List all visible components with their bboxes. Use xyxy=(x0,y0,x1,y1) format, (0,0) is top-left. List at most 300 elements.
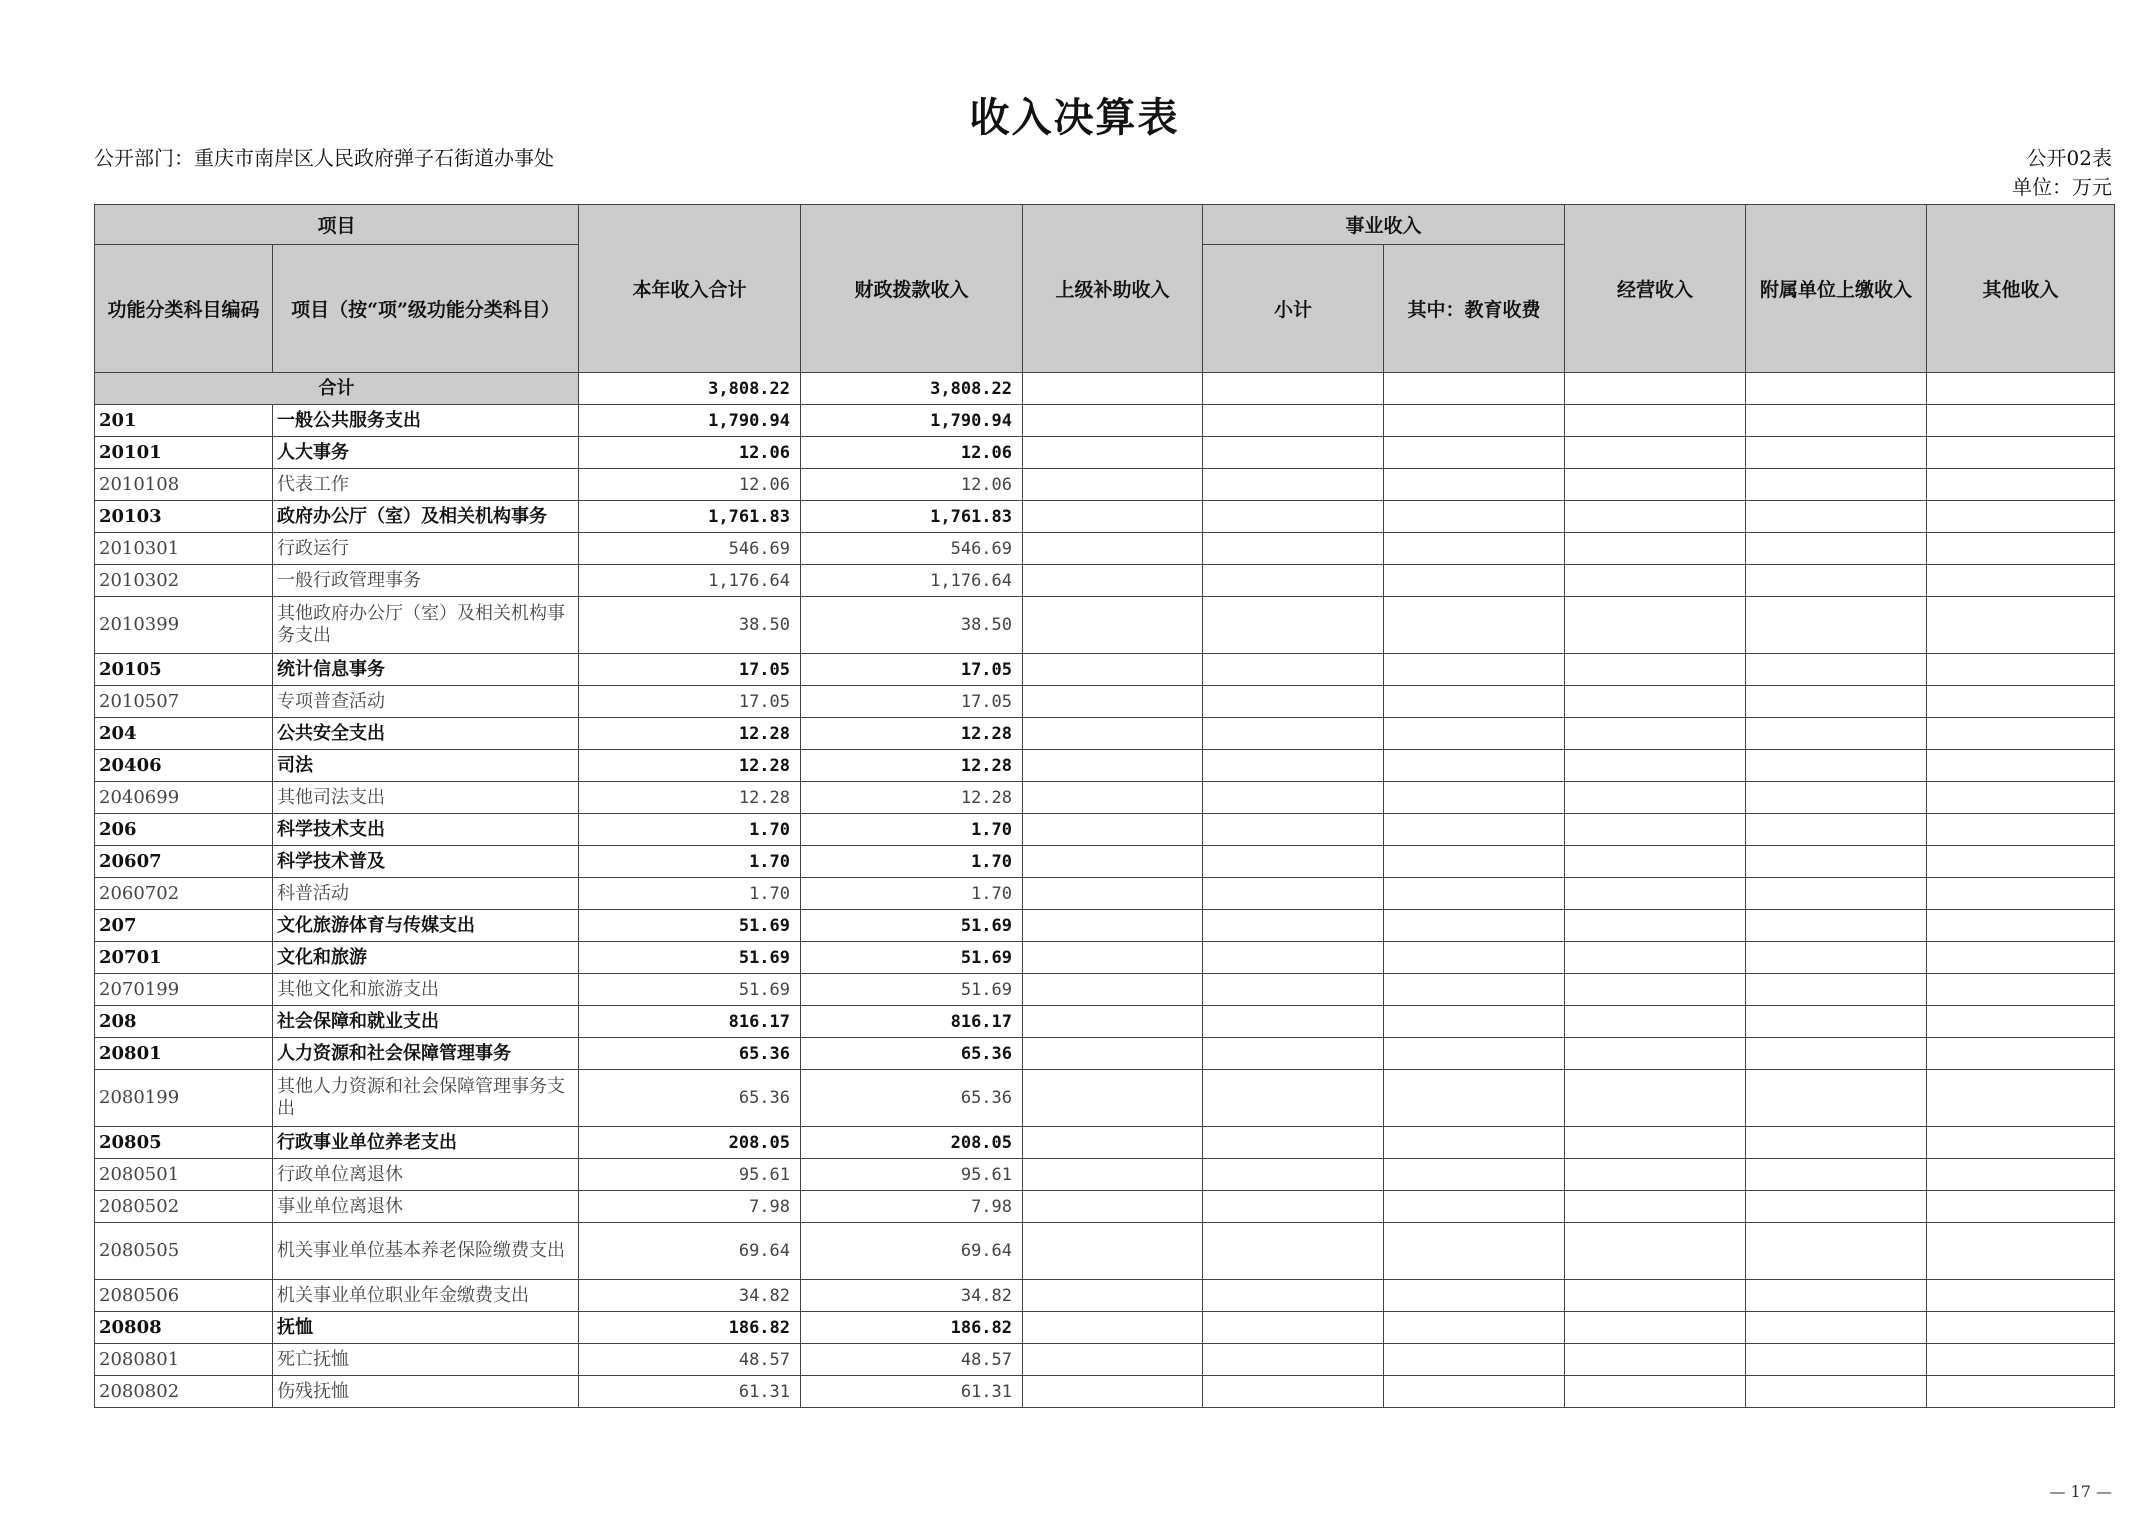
func-code-cell: 2070199 xyxy=(95,974,273,1006)
func-code-cell: 2080505 xyxy=(95,1223,273,1280)
table-row xyxy=(95,846,2115,878)
item-name-cell: 司法 xyxy=(273,750,579,782)
fiscal-income-cell: 61.31 xyxy=(801,1376,1023,1408)
fiscal-income-cell: 1.70 xyxy=(801,814,1023,846)
empty-cell xyxy=(1203,910,1384,942)
empty-cell xyxy=(1384,1070,1565,1127)
empty-cell xyxy=(1203,878,1384,910)
empty-cell xyxy=(1023,1038,1203,1070)
func-code-cell: 20808 xyxy=(95,1312,273,1344)
table-row xyxy=(95,878,2115,910)
empty-cell xyxy=(1384,373,1565,405)
empty-cell xyxy=(1927,718,2115,750)
empty-cell xyxy=(1927,814,2115,846)
empty-cell xyxy=(1746,1006,1927,1038)
empty-cell xyxy=(1384,942,1565,974)
empty-cell xyxy=(1023,910,1203,942)
empty-cell xyxy=(1927,782,2115,814)
table-row xyxy=(95,501,2115,533)
empty-cell xyxy=(1384,814,1565,846)
item-name-cell: 科学技术普及 xyxy=(273,846,579,878)
empty-cell xyxy=(1746,1038,1927,1070)
empty-cell xyxy=(1384,501,1565,533)
empty-cell xyxy=(1384,846,1565,878)
empty-cell xyxy=(1203,974,1384,1006)
item-name-cell: 科学技术支出 xyxy=(273,814,579,846)
header-fiscal: 财政拨款收入 xyxy=(801,205,1023,373)
func-code-cell: 2080802 xyxy=(95,1376,273,1408)
table-row xyxy=(95,1223,2115,1280)
item-name-cell: 统计信息事务 xyxy=(273,654,579,686)
total-income-cell: 34.82 xyxy=(579,1280,801,1312)
empty-cell xyxy=(1746,533,1927,565)
empty-cell xyxy=(1203,1344,1384,1376)
empty-cell xyxy=(1746,1312,1927,1344)
table-row xyxy=(95,1070,2115,1127)
empty-cell xyxy=(1565,974,1746,1006)
empty-cell xyxy=(1927,565,2115,597)
empty-cell xyxy=(1023,846,1203,878)
empty-cell xyxy=(1203,437,1384,469)
empty-cell xyxy=(1203,814,1384,846)
empty-cell xyxy=(1023,750,1203,782)
empty-cell xyxy=(1023,405,1203,437)
item-name-cell: 社会保障和就业支出 xyxy=(273,1006,579,1038)
fiscal-income-cell: 12.28 xyxy=(801,750,1023,782)
empty-cell xyxy=(1203,405,1384,437)
department-label: 公开部门：重庆市南岸区人民政府弹子石街道办事处 xyxy=(94,146,554,170)
empty-cell xyxy=(1746,1070,1927,1127)
empty-cell xyxy=(1746,654,1927,686)
empty-cell xyxy=(1384,469,1565,501)
empty-cell xyxy=(1746,718,1927,750)
empty-cell xyxy=(1746,942,1927,974)
fiscal-income-cell: 12.28 xyxy=(801,782,1023,814)
empty-cell xyxy=(1565,654,1746,686)
total-income-cell: 17.05 xyxy=(579,654,801,686)
total-income-cell: 546.69 xyxy=(579,533,801,565)
total-income-cell: 12.28 xyxy=(579,782,801,814)
fiscal-income-cell: 208.05 xyxy=(801,1127,1023,1159)
total-income-cell: 12.06 xyxy=(579,469,801,501)
table-row xyxy=(95,597,2115,654)
func-code-cell: 2080506 xyxy=(95,1280,273,1312)
empty-cell xyxy=(1023,565,1203,597)
total-income-cell: 51.69 xyxy=(579,942,801,974)
empty-cell xyxy=(1927,654,2115,686)
item-name-cell: 专项普查活动 xyxy=(273,686,579,718)
empty-cell xyxy=(1203,782,1384,814)
header-item-name: 项目（按“项”级功能分类科目） xyxy=(273,245,579,373)
empty-cell xyxy=(1023,878,1203,910)
empty-cell xyxy=(1746,437,1927,469)
empty-cell xyxy=(1203,1312,1384,1344)
table-row xyxy=(95,1312,2115,1344)
fiscal-income-cell: 816.17 xyxy=(801,1006,1023,1038)
total-income-cell: 48.57 xyxy=(579,1344,801,1376)
empty-cell xyxy=(1746,1191,1927,1223)
fiscal-income-cell: 34.82 xyxy=(801,1280,1023,1312)
header-education: 其中：教育收费 xyxy=(1384,245,1565,373)
item-name-cell: 伤残抚恤 xyxy=(273,1376,579,1408)
empty-cell xyxy=(1927,597,2115,654)
fiscal-income-cell: 51.69 xyxy=(801,942,1023,974)
empty-cell xyxy=(1565,910,1746,942)
empty-cell xyxy=(1565,1376,1746,1408)
empty-cell xyxy=(1023,1280,1203,1312)
table-row xyxy=(95,910,2115,942)
empty-cell xyxy=(1746,974,1927,1006)
empty-cell xyxy=(1023,814,1203,846)
table-code: 公开02表 xyxy=(2026,146,2112,170)
empty-cell xyxy=(1384,910,1565,942)
item-name-cell: 其他政府办公厅（室）及相关机构事务支出 xyxy=(273,597,579,654)
total-income-cell: 38.50 xyxy=(579,597,801,654)
empty-cell xyxy=(1746,1127,1927,1159)
empty-cell xyxy=(1384,1280,1565,1312)
empty-cell xyxy=(1927,942,2115,974)
func-code-cell: 204 xyxy=(95,718,273,750)
empty-cell xyxy=(1203,1159,1384,1191)
table-row xyxy=(95,1191,2115,1223)
empty-cell xyxy=(1384,1038,1565,1070)
func-code-cell: 20105 xyxy=(95,654,273,686)
empty-cell xyxy=(1927,1191,2115,1223)
func-code-cell: 20101 xyxy=(95,437,273,469)
empty-cell xyxy=(1203,718,1384,750)
empty-cell xyxy=(1384,974,1565,1006)
fiscal-income-cell: 1,790.94 xyxy=(801,405,1023,437)
table-row xyxy=(95,1006,2115,1038)
empty-cell xyxy=(1203,686,1384,718)
empty-cell xyxy=(1746,750,1927,782)
func-code-cell: 20801 xyxy=(95,1038,273,1070)
func-code-cell: 207 xyxy=(95,910,273,942)
total-income-cell: 65.36 xyxy=(579,1070,801,1127)
table-row xyxy=(95,686,2115,718)
fiscal-income-cell: 12.06 xyxy=(801,437,1023,469)
empty-cell xyxy=(1565,437,1746,469)
empty-cell xyxy=(1927,910,2115,942)
empty-cell xyxy=(1203,373,1384,405)
fiscal-income-cell: 186.82 xyxy=(801,1312,1023,1344)
empty-cell xyxy=(1565,1038,1746,1070)
table-row xyxy=(95,1038,2115,1070)
empty-cell xyxy=(1565,846,1746,878)
item-name-cell: 文化旅游体育与传媒支出 xyxy=(273,910,579,942)
item-name-cell: 科普活动 xyxy=(273,878,579,910)
table-row xyxy=(95,405,2115,437)
fiscal-income-cell: 1.70 xyxy=(801,878,1023,910)
item-name-cell: 其他司法支出 xyxy=(273,782,579,814)
empty-cell xyxy=(1565,533,1746,565)
empty-cell xyxy=(1384,1159,1565,1191)
empty-cell xyxy=(1203,654,1384,686)
empty-cell xyxy=(1565,782,1746,814)
empty-cell xyxy=(1384,718,1565,750)
empty-cell xyxy=(1746,686,1927,718)
empty-cell xyxy=(1023,1159,1203,1191)
table-row xyxy=(95,974,2115,1006)
empty-cell xyxy=(1384,405,1565,437)
total-income-cell: 1.70 xyxy=(579,846,801,878)
empty-cell xyxy=(1384,1223,1565,1280)
fiscal-income-cell: 546.69 xyxy=(801,533,1023,565)
empty-cell xyxy=(1746,910,1927,942)
empty-cell xyxy=(1203,565,1384,597)
empty-cell xyxy=(1746,782,1927,814)
func-code-cell: 2060702 xyxy=(95,878,273,910)
empty-cell xyxy=(1384,1376,1565,1408)
empty-cell xyxy=(1023,782,1203,814)
empty-cell xyxy=(1565,878,1746,910)
empty-cell xyxy=(1023,654,1203,686)
func-code-cell: 2080502 xyxy=(95,1191,273,1223)
empty-cell xyxy=(1565,373,1746,405)
func-code-cell: 20103 xyxy=(95,501,273,533)
empty-cell xyxy=(1746,1223,1927,1280)
empty-cell xyxy=(1023,1376,1203,1408)
total-income-cell: 95.61 xyxy=(579,1159,801,1191)
empty-cell xyxy=(1927,373,2115,405)
header-operating: 经营收入 xyxy=(1565,205,1746,373)
empty-cell xyxy=(1203,942,1384,974)
fiscal-income-cell: 1,761.83 xyxy=(801,501,1023,533)
empty-cell xyxy=(1746,878,1927,910)
item-name-cell: 人大事务 xyxy=(273,437,579,469)
header-total-income: 本年收入合计 xyxy=(579,205,801,373)
table-row xyxy=(95,565,2115,597)
empty-cell xyxy=(1927,1312,2115,1344)
empty-cell xyxy=(1203,1223,1384,1280)
header-item: 项目 xyxy=(95,205,579,245)
empty-cell xyxy=(1384,750,1565,782)
item-name-cell: 抚恤 xyxy=(273,1312,579,1344)
empty-cell xyxy=(1927,974,2115,1006)
table-row xyxy=(95,750,2115,782)
empty-cell xyxy=(1565,942,1746,974)
empty-cell xyxy=(1023,1070,1203,1127)
fiscal-income-cell: 17.05 xyxy=(801,686,1023,718)
empty-cell xyxy=(1927,1280,2115,1312)
total-income-cell: 1,790.94 xyxy=(579,405,801,437)
empty-cell xyxy=(1927,405,2115,437)
total-income-cell: 61.31 xyxy=(579,1376,801,1408)
empty-cell xyxy=(1927,1127,2115,1159)
empty-cell xyxy=(1746,1376,1927,1408)
func-code-cell: 20607 xyxy=(95,846,273,878)
empty-cell xyxy=(1203,469,1384,501)
empty-cell xyxy=(1384,437,1565,469)
empty-cell xyxy=(1746,597,1927,654)
fiscal-income-cell: 51.69 xyxy=(801,974,1023,1006)
empty-cell xyxy=(1384,565,1565,597)
header-other: 其他收入 xyxy=(1927,205,2115,373)
empty-cell xyxy=(1203,1038,1384,1070)
table-row xyxy=(95,1159,2115,1191)
empty-cell xyxy=(1023,437,1203,469)
empty-cell xyxy=(1565,405,1746,437)
total-income-cell: 12.28 xyxy=(579,750,801,782)
empty-cell xyxy=(1023,1344,1203,1376)
empty-cell xyxy=(1927,686,2115,718)
empty-cell xyxy=(1384,1312,1565,1344)
func-code-cell: 2080501 xyxy=(95,1159,273,1191)
total-income-cell: 51.69 xyxy=(579,974,801,1006)
empty-cell xyxy=(1927,469,2115,501)
header-career: 事业收入 xyxy=(1203,205,1565,245)
empty-cell xyxy=(1203,597,1384,654)
table-row xyxy=(95,469,2115,501)
empty-cell xyxy=(1384,1006,1565,1038)
empty-cell xyxy=(1565,1127,1746,1159)
table-row xyxy=(95,1127,2115,1159)
table-row xyxy=(95,1280,2115,1312)
item-name-cell: 行政事业单位养老支出 xyxy=(273,1127,579,1159)
empty-cell xyxy=(1384,1127,1565,1159)
empty-cell xyxy=(1927,1344,2115,1376)
empty-cell xyxy=(1927,501,2115,533)
empty-cell xyxy=(1384,533,1565,565)
empty-cell xyxy=(1565,1312,1746,1344)
fiscal-income-cell: 95.61 xyxy=(801,1159,1023,1191)
empty-cell xyxy=(1203,750,1384,782)
func-code-cell: 2010399 xyxy=(95,597,273,654)
empty-cell xyxy=(1746,565,1927,597)
empty-cell xyxy=(1384,686,1565,718)
page-number: — 17 — xyxy=(2049,1482,2112,1501)
empty-cell xyxy=(1203,1191,1384,1223)
empty-cell xyxy=(1746,1280,1927,1312)
empty-cell xyxy=(1023,533,1203,565)
total-income-cell: 17.05 xyxy=(579,686,801,718)
empty-cell xyxy=(1927,846,2115,878)
empty-cell xyxy=(1203,1006,1384,1038)
total-income-cell: 1.70 xyxy=(579,878,801,910)
empty-cell xyxy=(1927,750,2115,782)
fiscal-income-cell: 69.64 xyxy=(801,1223,1023,1280)
total-income-cell: 65.36 xyxy=(579,1038,801,1070)
header-affiliated: 附属单位上缴收入 xyxy=(1746,205,1927,373)
empty-cell xyxy=(1746,1344,1927,1376)
empty-cell xyxy=(1384,654,1565,686)
table-row xyxy=(95,1344,2115,1376)
fiscal-income-cell: 65.36 xyxy=(801,1038,1023,1070)
total-income-cell: 7.98 xyxy=(579,1191,801,1223)
total-income-cell: 69.64 xyxy=(579,1223,801,1280)
empty-cell xyxy=(1565,1344,1746,1376)
item-name-cell: 行政单位离退休 xyxy=(273,1159,579,1191)
item-name-cell: 一般行政管理事务 xyxy=(273,565,579,597)
item-name-cell: 其他人力资源和社会保障管理事务支出 xyxy=(273,1070,579,1127)
empty-cell xyxy=(1746,469,1927,501)
item-name-cell: 行政运行 xyxy=(273,533,579,565)
empty-cell xyxy=(1565,469,1746,501)
empty-cell xyxy=(1927,1223,2115,1280)
table-row xyxy=(95,814,2115,846)
empty-cell xyxy=(1023,1312,1203,1344)
empty-cell xyxy=(1746,373,1927,405)
empty-cell xyxy=(1203,1127,1384,1159)
empty-cell xyxy=(1565,597,1746,654)
fiscal-income-cell: 1.70 xyxy=(801,846,1023,878)
empty-cell xyxy=(1565,1280,1746,1312)
empty-cell xyxy=(1927,1070,2115,1127)
empty-cell xyxy=(1203,1070,1384,1127)
empty-cell xyxy=(1384,782,1565,814)
total-income-cell: 1.70 xyxy=(579,814,801,846)
empty-cell xyxy=(1565,501,1746,533)
empty-cell xyxy=(1565,1006,1746,1038)
func-code-cell: 201 xyxy=(95,405,273,437)
fiscal-income-cell: 1,176.64 xyxy=(801,565,1023,597)
empty-cell xyxy=(1023,686,1203,718)
item-name-cell: 人力资源和社会保障管理事务 xyxy=(273,1038,579,1070)
empty-cell xyxy=(1746,1159,1927,1191)
empty-cell xyxy=(1203,1376,1384,1408)
empty-cell xyxy=(1565,750,1746,782)
empty-cell xyxy=(1927,437,2115,469)
func-code-cell: 2010302 xyxy=(95,565,273,597)
fiscal-income-cell: 12.06 xyxy=(801,469,1023,501)
item-name-cell: 文化和旅游 xyxy=(273,942,579,974)
total-label: 合计 xyxy=(95,373,579,405)
empty-cell xyxy=(1023,942,1203,974)
func-code-cell: 2040699 xyxy=(95,782,273,814)
empty-cell xyxy=(1565,1223,1746,1280)
table-row xyxy=(95,718,2115,750)
table-row xyxy=(95,437,2115,469)
empty-cell xyxy=(1565,1159,1746,1191)
total-income-cell: 51.69 xyxy=(579,910,801,942)
func-code-cell: 2010301 xyxy=(95,533,273,565)
empty-cell xyxy=(1023,373,1203,405)
item-name-cell: 事业单位离退休 xyxy=(273,1191,579,1223)
fiscal-income-cell: 7.98 xyxy=(801,1191,1023,1223)
empty-cell xyxy=(1203,846,1384,878)
page-title: 收入决算表 xyxy=(969,94,1180,141)
total-row xyxy=(95,373,2115,405)
item-name-cell: 政府办公厅（室）及相关机构事务 xyxy=(273,501,579,533)
item-name-cell: 机关事业单位职业年金缴费支出 xyxy=(273,1280,579,1312)
empty-cell xyxy=(1927,1159,2115,1191)
item-name-cell: 一般公共服务支出 xyxy=(273,405,579,437)
table-row xyxy=(95,533,2115,565)
fiscal-income-cell: 17.05 xyxy=(801,654,1023,686)
empty-cell xyxy=(1565,565,1746,597)
func-code-cell: 20701 xyxy=(95,942,273,974)
empty-cell xyxy=(1565,814,1746,846)
empty-cell xyxy=(1565,1070,1746,1127)
item-name-cell: 其他文化和旅游支出 xyxy=(273,974,579,1006)
income-table xyxy=(94,204,2115,1408)
empty-cell xyxy=(1203,1280,1384,1312)
empty-cell xyxy=(1384,1191,1565,1223)
empty-cell xyxy=(1023,1191,1203,1223)
empty-cell xyxy=(1203,533,1384,565)
empty-cell xyxy=(1746,814,1927,846)
empty-cell xyxy=(1746,501,1927,533)
empty-cell xyxy=(1565,1191,1746,1223)
func-code-cell: 208 xyxy=(95,1006,273,1038)
fiscal-income-cell: 12.28 xyxy=(801,718,1023,750)
table-row xyxy=(95,942,2115,974)
item-name-cell: 代表工作 xyxy=(273,469,579,501)
empty-cell xyxy=(1023,718,1203,750)
total-income-cell: 816.17 xyxy=(579,1006,801,1038)
item-name-cell: 死亡抚恤 xyxy=(273,1344,579,1376)
empty-cell xyxy=(1565,718,1746,750)
